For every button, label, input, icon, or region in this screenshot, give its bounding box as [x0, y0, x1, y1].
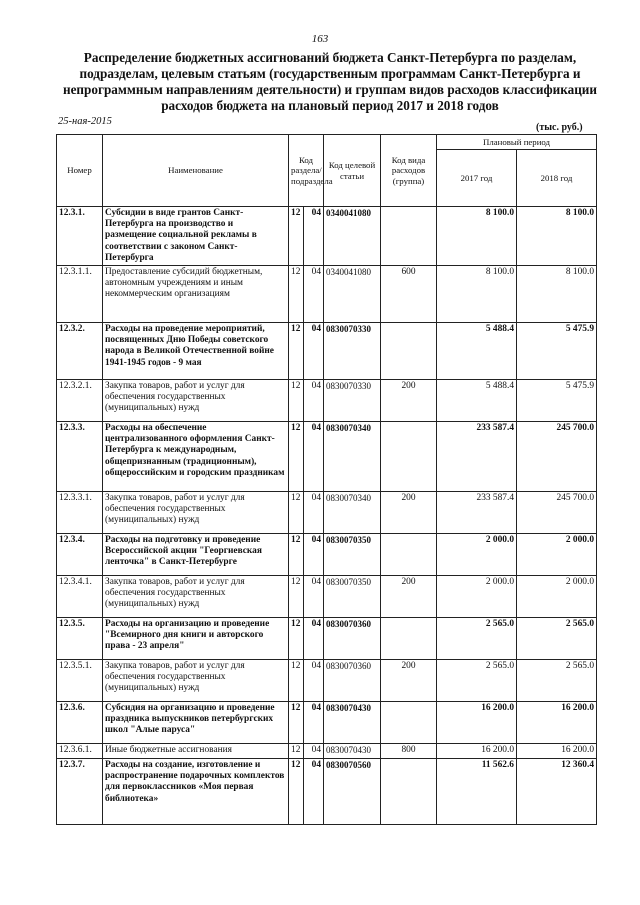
- row-section-code: 12: [289, 759, 304, 825]
- row-name: Субсидия на организацию и проведение праздника выпускников петербургских школ "Алые паруса": [103, 702, 289, 744]
- row-name: Предоставление субсидий бюджетным, автономным учреждениям и иным некоммерческим организациям: [103, 266, 289, 323]
- row-amount-2017: 2 000.0: [437, 576, 517, 618]
- row-expense-type-code: [381, 534, 437, 576]
- row-amount-2018: 8 100.0: [517, 207, 597, 266]
- row-subsection-code: 04: [304, 759, 324, 825]
- row-name: Расходы на создание, изготовление и распространение подарочных комплектов для первоклассников «Моя первая библиотека»: [103, 759, 289, 825]
- row-target-code: 0830070430: [324, 702, 381, 744]
- row-target-code: 0830070350: [324, 576, 381, 618]
- header-target-code: Код целевой статьи: [324, 135, 381, 207]
- row-target-code: 0830070330: [324, 323, 381, 380]
- row-amount-2018: 12 360.4: [517, 759, 597, 825]
- row-amount-2018: 8 100.0: [517, 266, 597, 323]
- row-target-code: 0830070360: [324, 618, 381, 660]
- row-amount-2018: 16 200.0: [517, 702, 597, 744]
- row-section-code: 12: [289, 744, 304, 759]
- row-amount-2018: 5 475.9: [517, 380, 597, 422]
- table-row: [57, 492, 597, 534]
- row-amount-2017: 16 200.0: [437, 744, 517, 759]
- row-number: 12.3.7.: [57, 759, 103, 825]
- document-date: 25-ная-2015: [58, 116, 112, 127]
- row-number: 12.3.4.1.: [57, 576, 103, 618]
- row-section-code: 12: [289, 702, 304, 744]
- row-name: Закупка товаров, работ и услуг для обеспечения государственных (муниципальных) нужд: [103, 380, 289, 422]
- row-amount-2017: 8 100.0: [437, 207, 517, 266]
- row-amount-2017: 233 587.4: [437, 492, 517, 534]
- row-target-code: 0830070340: [324, 492, 381, 534]
- row-section-code: 12: [289, 534, 304, 576]
- row-number: 12.3.1.1.: [57, 266, 103, 323]
- budget-table: [56, 134, 597, 825]
- row-name: Расходы на организацию и проведение "Всемирного дня книги и авторского права - 23 апреля": [103, 618, 289, 660]
- row-number: 12.3.1.: [57, 207, 103, 266]
- row-subsection-code: 04: [304, 534, 324, 576]
- row-target-code: 0830070350: [324, 534, 381, 576]
- row-subsection-code: 04: [304, 702, 324, 744]
- row-expense-type-code: 600: [381, 266, 437, 323]
- row-number: 12.3.2.: [57, 323, 103, 380]
- row-target-code: 0340041080: [324, 207, 381, 266]
- header-planning-period: Плановый период: [437, 135, 597, 150]
- row-expense-type-code: 200: [381, 380, 437, 422]
- row-number: 12.3.6.1.: [57, 744, 103, 759]
- header-name: Наименование: [103, 135, 289, 207]
- row-amount-2018: 2 000.0: [517, 534, 597, 576]
- document-title: Распределение бюджетных ассигнований бюджета Санкт-Петербурга по разделам, подразделам, целевым статьям (государственным программам Санкт-Петербурга и непрограммным направлениям деятельности) и группам видов расходов классификации расходов бюджета на плановый период 2017 и 2018 годов: [62, 50, 597, 113]
- row-amount-2018: 245 700.0: [517, 492, 597, 534]
- row-amount-2018: 2 565.0: [517, 618, 597, 660]
- header-year-2017: 2017 год: [437, 150, 517, 207]
- units-label: (тыс. руб.): [536, 122, 583, 133]
- row-name: Расходы на подготовку и проведение Всероссийской акции "Георгиевская ленточка" в Санкт-Петербурге: [103, 534, 289, 576]
- row-name: Субсидии в виде грантов Санкт-Петербурга на производство и размещение социальной рекламы в соответствии с законом Санкт-Петербурга: [103, 207, 289, 266]
- row-section-code: 12: [289, 576, 304, 618]
- row-subsection-code: 04: [304, 618, 324, 660]
- row-amount-2018: 2 565.0: [517, 660, 597, 702]
- row-amount-2018: 16 200.0: [517, 744, 597, 759]
- row-section-code: 12: [289, 323, 304, 380]
- header-section-code: Код раздела/ подраздела: [289, 135, 324, 207]
- row-expense-type-code: [381, 323, 437, 380]
- row-target-code: 0830070560: [324, 759, 381, 825]
- row-subsection-code: 04: [304, 744, 324, 759]
- row-number: 12.3.6.: [57, 702, 103, 744]
- row-subsection-code: 04: [304, 576, 324, 618]
- row-subsection-code: 04: [304, 207, 324, 266]
- row-number: 12.3.4.: [57, 534, 103, 576]
- row-amount-2018: 2 000.0: [517, 576, 597, 618]
- header-number: Номер: [57, 135, 103, 207]
- row-amount-2017: 8 100.0: [437, 266, 517, 323]
- header-year-2018: 2018 год: [517, 150, 597, 207]
- row-section-code: 12: [289, 207, 304, 266]
- table-row: [57, 380, 597, 422]
- table-row: [57, 576, 597, 618]
- row-amount-2017: 2 565.0: [437, 618, 517, 660]
- table-row: [57, 660, 597, 702]
- table-row: [57, 207, 597, 266]
- row-target-code: 0830070340: [324, 422, 381, 492]
- row-expense-type-code: [381, 422, 437, 492]
- row-target-code: 0830070360: [324, 660, 381, 702]
- header-expense-type-code: Код вида расходов (группа): [381, 135, 437, 207]
- table-row: [57, 744, 597, 759]
- table-row: [57, 618, 597, 660]
- row-expense-type-code: [381, 618, 437, 660]
- row-subsection-code: 04: [304, 380, 324, 422]
- row-section-code: 12: [289, 660, 304, 702]
- row-number: 12.3.5.: [57, 618, 103, 660]
- row-amount-2018: 5 475.9: [517, 323, 597, 380]
- table-row: [57, 323, 597, 380]
- row-section-code: 12: [289, 380, 304, 422]
- row-expense-type-code: [381, 207, 437, 266]
- row-expense-type-code: 800: [381, 744, 437, 759]
- row-name: Расходы на обеспечение централизованного оформления Санкт-Петербурга к международным, общепризнанным (традиционным), общероссийским и городским праздникам: [103, 422, 289, 492]
- row-number: 12.3.3.: [57, 422, 103, 492]
- row-amount-2017: 233 587.4: [437, 422, 517, 492]
- table-row: [57, 266, 597, 323]
- row-subsection-code: 04: [304, 492, 324, 534]
- row-amount-2017: 16 200.0: [437, 702, 517, 744]
- table-row: [57, 422, 597, 492]
- row-target-code: 0830070330: [324, 380, 381, 422]
- table-body: [57, 207, 597, 825]
- row-section-code: 12: [289, 492, 304, 534]
- row-number: 12.3.3.1.: [57, 492, 103, 534]
- row-section-code: 12: [289, 422, 304, 492]
- row-section-code: 12: [289, 266, 304, 323]
- page-number: 163: [311, 33, 329, 45]
- row-amount-2017: 5 488.4: [437, 380, 517, 422]
- row-number: 12.3.2.1.: [57, 380, 103, 422]
- row-subsection-code: 04: [304, 323, 324, 380]
- row-name: Закупка товаров, работ и услуг для обеспечения государственных (муниципальных) нужд: [103, 492, 289, 534]
- row-name: Расходы на проведение мероприятий, посвященных Дню Победы советского народа в Великой Отечественной войне 1941-1945 годов - 9 мая: [103, 323, 289, 380]
- row-expense-type-code: 200: [381, 660, 437, 702]
- table-row: [57, 534, 597, 576]
- row-target-code: 0340041080: [324, 266, 381, 323]
- row-subsection-code: 04: [304, 422, 324, 492]
- row-amount-2018: 245 700.0: [517, 422, 597, 492]
- row-amount-2017: 5 488.4: [437, 323, 517, 380]
- row-name: Иные бюджетные ассигнования: [103, 744, 289, 759]
- row-subsection-code: 04: [304, 660, 324, 702]
- row-number: 12.3.5.1.: [57, 660, 103, 702]
- table-row: [57, 702, 597, 744]
- row-amount-2017: 2 000.0: [437, 534, 517, 576]
- row-name: Закупка товаров, работ и услуг для обеспечения государственных (муниципальных) нужд: [103, 576, 289, 618]
- row-name: Закупка товаров, работ и услуг для обеспечения государственных (муниципальных) нужд: [103, 660, 289, 702]
- row-section-code: 12: [289, 618, 304, 660]
- row-amount-2017: 11 562.6: [437, 759, 517, 825]
- row-expense-type-code: [381, 702, 437, 744]
- row-target-code: 0830070430: [324, 744, 381, 759]
- table-row: [57, 759, 597, 825]
- row-expense-type-code: 200: [381, 576, 437, 618]
- row-expense-type-code: 200: [381, 492, 437, 534]
- row-subsection-code: 04: [304, 266, 324, 323]
- row-amount-2017: 2 565.0: [437, 660, 517, 702]
- row-expense-type-code: [381, 759, 437, 825]
